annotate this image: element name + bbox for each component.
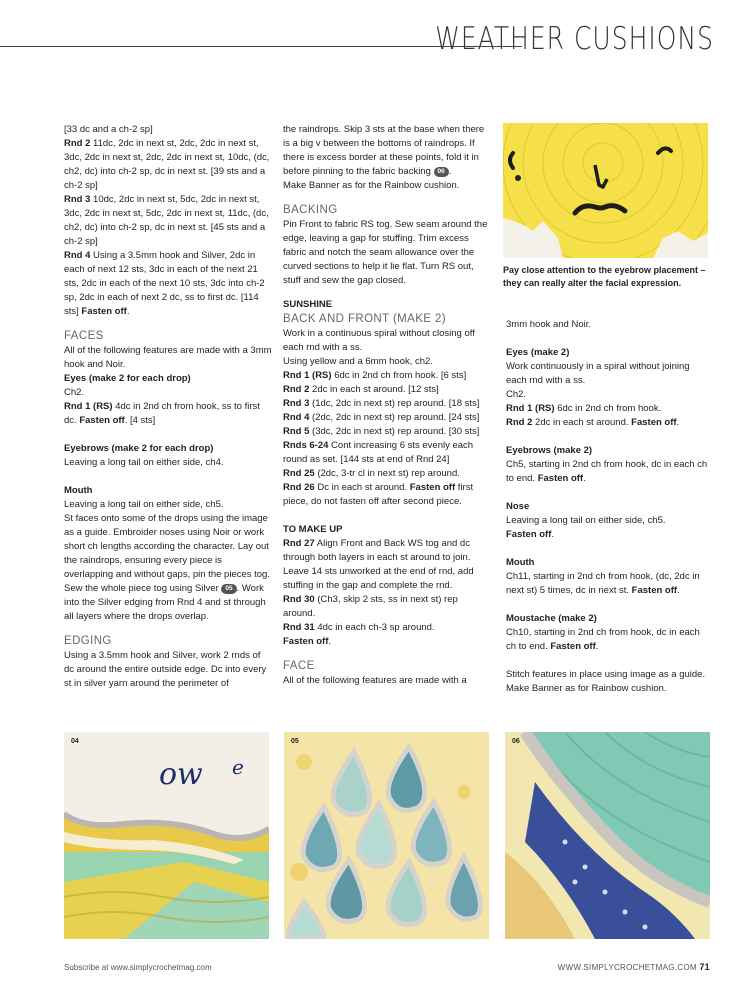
running-header-title: WEATHER CUSHIONS <box>435 20 714 57</box>
svg-text:e: e <box>232 755 244 779</box>
footer-subscribe: Subscribe at www.simplycrochetmag.com <box>64 963 212 972</box>
eyes-intro: Work continuously in a spiral without joining each rnd with a ss. <box>506 361 690 386</box>
eyes-heading: Eyes (make 2 for each drop) <box>64 373 191 384</box>
face-continued: 3mm hook and Noir. <box>506 319 592 330</box>
round-27: Rnd 27 Align Front and Back WS tog and dc through both layers in each st around to join. Leave 14 sts unworked at the end of rnd, add stuffing in the gap and complete the rnd. <box>283 538 474 591</box>
fasten-off: Fasten off. <box>283 636 332 647</box>
round-4: Rnd 4 (2dc, 2dc in next st) rep around. [24 sts] <box>283 412 480 423</box>
bf-intro-2: Using yellow and a 6mm hook, ch2. <box>283 356 433 367</box>
round-2: Rnd 2 2dc in each st around. [12 sts] <box>283 384 439 395</box>
section-heading-faces: FACES <box>64 330 104 342</box>
moustache-text: Ch10, starting in 2nd ch from hook, dc in each ch to end. Fasten off. <box>506 627 700 652</box>
round-4: Rnd 4 Using a 3.5mm hook and Silver, 2dc in each of next 12 sts, 3dc in each of the next 21 sts, 2dc in each of the next 10 sts, 3dc into ch-2 sp, 2dc in each of next 2 dc, ss to first dc. [114 sts] Fasten off. <box>64 250 265 317</box>
mouth-text: Leaving a long tail on either side, ch5. <box>64 499 224 510</box>
page-number: 71 <box>699 962 710 972</box>
photo-ref-badge: 05 <box>221 584 236 594</box>
eyebrows-heading: Eyebrows (make 2 for each drop) <box>64 443 214 454</box>
back-front-heading: BACK AND FRONT (MAKE 2) <box>283 313 446 325</box>
eyebrows-text: Leaving a long tail on either side, ch4. <box>64 457 224 468</box>
round-25: Rnd 25 (2dc, 3-tr cl in next st) rep around. <box>283 468 460 479</box>
text-line: [33 dc and a ch-2 sp] <box>64 124 153 135</box>
section-heading-face: FACE <box>283 660 315 672</box>
photo-06-backing-fabric <box>505 732 710 939</box>
nose-text: Leaving a long tail on either side, ch5. <box>506 515 666 526</box>
round-26: Rnd 26 Dc in each st around. Fasten off first piece, do not fasten off after second piece. <box>283 482 474 507</box>
bf-intro-1: Work in a continuous spiral without closing off each rnd with a ss. <box>283 328 475 353</box>
eyes-heading: Eyes (make 2) <box>506 347 570 358</box>
section-heading-edging: EDGING <box>64 635 112 647</box>
column-3 <box>506 318 712 696</box>
photo-ref-badge: 06 <box>434 167 449 177</box>
assembly-text: St faces onto some of the drops using the image as a guide. Embroider noses using Noir or work short ch lengths according the character. Lay out the raindrops, ensuring every piece is overlapping and without gaps, pin the pieces tog. Sew the whole piece tog using Silver 05 . Work into the Silver edging from Rnd 4 and st through all layers where the drops overlap. <box>64 513 270 622</box>
face-intro: All of the following features are made with a <box>283 675 467 686</box>
round-31: Rnd 31 4dc in each ch-3 sp around. <box>283 622 435 633</box>
column-1 <box>64 123 272 691</box>
faces-intro: All of the following features are made with a 3mm hook and Noir. <box>64 345 272 370</box>
eyes-round-1: Rnd 1 (RS) 6dc in 2nd ch from hook. <box>506 403 662 414</box>
photo-number: 06 <box>512 738 520 745</box>
eyes-chain: Ch2. <box>64 387 85 398</box>
eyebrows-text: Ch5, starting in 2nd ch from hook, dc in each ch to end. Fasten off. <box>506 459 708 484</box>
round-5: Rnd 5 (3dc, 2dc in next st) rep around. [30 sts] <box>283 426 480 437</box>
photo-number: 05 <box>291 738 299 745</box>
sunshine-heading: SUNSHINE <box>283 299 333 310</box>
banner-note: Make Banner as for the Rainbow cushion. <box>283 180 460 191</box>
round-3: Rnd 3 (1dc, 2dc in next st) rep around. [18 sts] <box>283 398 480 409</box>
eyebrows-heading: Eyebrows (make 2) <box>506 445 593 456</box>
photo-number: 04 <box>71 738 79 745</box>
edging-text: Using a 3.5mm hook and Silver, work 2 rnds of dc around the entire outside edge. Dc into every st in silver yarn around the perimeter of <box>64 650 267 689</box>
nose-heading: Nose <box>506 501 530 512</box>
final-instructions: Stitch features in place using image as a guide. Make Banner as for Rainbow cushion. <box>506 669 706 694</box>
sunshine-face-photo <box>503 123 708 258</box>
mouth-heading: Mouth <box>506 557 535 568</box>
mouth-heading: Mouth <box>64 485 93 496</box>
round-1: Rnd 1 (RS) 6dc in 2nd ch from hook. [6 sts] <box>283 370 467 381</box>
nose-fasten: Fasten off. <box>506 529 555 540</box>
eyes-chain: Ch2. <box>506 389 527 400</box>
mouth-text: Ch11, starting in 2nd ch from hook, (dc, 2dc in next st) 5 times, dc in next st. Fasten off. <box>506 571 700 596</box>
eyes-round-1: Rnd 1 (RS) 4dc in 2nd ch from hook, ss to first dc. Fasten off. [4 sts] <box>64 401 260 426</box>
round-2: Rnd 2 11dc, 2dc in next st, 2dc, 2dc in next st, 3dc, 2dc in next st, 2dc, 2dc in next st, 10dc, (dc, ch2, dc) into ch-2 sp, dc in next st. [39 sts and a ch-2 sp] <box>64 138 270 191</box>
moustache-heading: Moustache (make 2) <box>506 613 597 624</box>
photo-04-banner-edge <box>64 732 269 939</box>
footer-site: WWW.SIMPLYCROCHETMAG.COM 71 <box>557 962 710 972</box>
photo-caption: Pay close attention to the eyebrow placement – they can really alter the facial expression. <box>503 265 706 288</box>
header-rule <box>0 46 522 47</box>
eyes-round-2: Rnd 2 2dc in each st around. Fasten off. <box>506 417 680 428</box>
round-3: Rnd 3 10dc, 2dc in next st, 5dc, 2dc in next st, 3dc, 2dc in next st, 5dc, 2dc in next st, 11dc, (dc, ch2, dc) into ch-2 sp, dc in next st. [45 sts and a ch-2 sp] <box>64 194 269 247</box>
photo-05-raindrops <box>284 732 489 939</box>
backing-text: Pin Front to fabric RS tog. Sew seam around the edge, leaving a gap for stuffing. Trim excess fabric and notch the seam allowance over the curved sections to help it lie flat. Turn RS out, stuff and sew the gap closed. <box>283 219 488 286</box>
make-up-heading: TO MAKE UP <box>283 524 343 535</box>
svg-text:ow: ow <box>159 757 203 792</box>
edging-continued: the raindrops. Skip 3 sts at the base when there is a big v between the bottoms of raindrops. If there is excess border at these points, fold it in before pinning to the fabric backing 06 . <box>283 124 485 177</box>
round-30: Rnd 30 (Ch3, skip 2 sts, ss in next st) rep around. <box>283 594 458 619</box>
column-2 <box>283 123 490 688</box>
section-heading-backing: BACKING <box>283 204 338 216</box>
rounds-6-24: Rnds 6-24 Cont increasing 6 sts evenly each round as set. [144 sts at end of Rnd 24] <box>283 440 474 465</box>
